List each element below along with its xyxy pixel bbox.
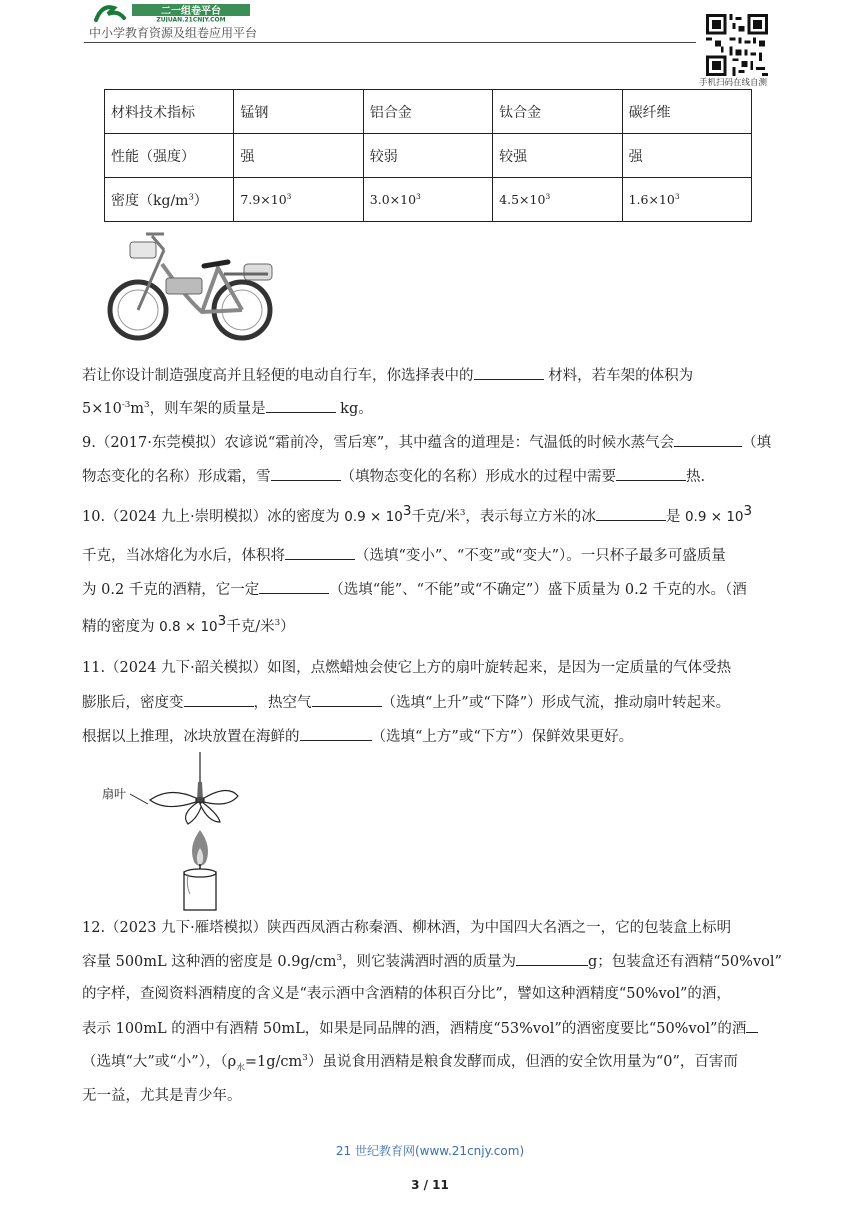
table-cell: $1.6\times 10^3$ bbox=[622, 178, 751, 222]
question-11-line-3: 根据以上推理，冰块放置在海鲜的 （选填“上方”或“下方”）保鲜效果更好。 bbox=[82, 726, 633, 747]
question-9-line-1: 9.（2017·东莞模拟）农谚说“霜前冷，雪后寒”，其中蕴含的道理是：气温低的时候水蒸气会 （填 bbox=[82, 432, 771, 453]
table-cell: $4.5\times 10^3$ bbox=[493, 178, 622, 222]
header-tagline: 中小学教育资源及组卷应用平台 bbox=[89, 26, 258, 40]
table-row bbox=[105, 178, 752, 222]
table-cell: 密度$(kg/m^3)$ bbox=[105, 178, 234, 222]
question-11-line-1: 11.（2024 九下·韶关模拟）如图，点燃蜡烛会使它上方的扇叶旋转起来，是因为一定质量的气体受热 bbox=[82, 660, 732, 676]
materials-table bbox=[104, 89, 752, 222]
site-logo bbox=[88, 0, 266, 22]
answer-blank[interactable] bbox=[259, 579, 329, 594]
question-10-line-1: 10.（2024 九上·崇明模拟）冰的密度为 $0.9 \times 10^3$千克/米$^3$，表示每立方米的冰 是 $0.9 \times 10^3$ bbox=[82, 503, 753, 525]
answer-blank[interactable] bbox=[266, 398, 336, 413]
question-10-line-3: 为 0.2 千克的酒精，它一定 （选填“能”、“不能”或“不确定”）盛下质量为 0.2 千克的水。（酒 bbox=[82, 579, 747, 600]
table-cell: 较强 bbox=[493, 134, 622, 178]
qr-code-icon[interactable] bbox=[706, 14, 768, 76]
question-12-line-4: 表示 100mL 的酒中有酒精 50mL，如果是同品牌的酒，酒精度“53%vol”的酒密度要比“50%vol”的酒 bbox=[82, 1018, 758, 1039]
question-10-line-2: 千克，当冰熔化为水后，体积将 （选填“变小”、“不变”或“变大”）。一只杯子最多可盛质量 bbox=[82, 545, 726, 566]
table-cell: $7.9\times 10^3$ bbox=[234, 178, 363, 222]
question-8-line-1: 若让你设计制造强度高并且轻便的电动自行车，你选择表中的 材料，若车架的体积为 bbox=[82, 365, 693, 386]
fan-candle-figure bbox=[100, 752, 240, 912]
question-8-line-2: $5\times 10^{-3}m^3$，则车架的质量是 kg。 bbox=[82, 398, 373, 419]
answer-blank[interactable] bbox=[616, 466, 686, 481]
logo-url-text: ZUJUAN.21CNJY.COM bbox=[156, 16, 226, 22]
table-cell: 性能（强度） bbox=[105, 134, 234, 178]
question-12-line-5: （选填“大”或“小”），$(\rho_水=1g/cm^3)$虽说食用酒精是粮食发酵而成，但酒的安全饮用量为“0”，百害而 bbox=[82, 1053, 738, 1073]
question-11-line-2: 膨胀后，密度变 ，热空气 （选填“上升”或“下降”）形成气流，推动扇叶转起来。 bbox=[82, 692, 730, 713]
answer-blank[interactable] bbox=[746, 1018, 758, 1033]
table-cell: 锰钢 bbox=[234, 90, 363, 134]
qr-caption: 手机扫码在线自测 bbox=[699, 78, 768, 88]
question-12-line-2: 容量 500mL 这种酒的密度是 $0.9g/cm^3$，则它装满酒时酒的质量为 g；包装盒还有酒精“50%vol” bbox=[82, 951, 782, 972]
page-number: 3 / 11 bbox=[411, 1178, 449, 1192]
answer-blank[interactable] bbox=[285, 545, 355, 560]
table-cell: 强 bbox=[234, 134, 363, 178]
table-cell: 钛合金 bbox=[493, 90, 622, 134]
table-cell: 较弱 bbox=[363, 134, 492, 178]
table-row bbox=[105, 134, 752, 178]
table-cell: $3.0\times 10^3$ bbox=[363, 178, 492, 222]
question-12-line-1: 12.（2023 九下·雁塔模拟）陕西西凤酒古称秦酒、柳林酒，为中国四大名酒之一，它的包装盒上标明 bbox=[82, 920, 732, 936]
answer-blank[interactable] bbox=[312, 692, 382, 707]
answer-blank[interactable] bbox=[516, 951, 588, 966]
question-12-line-3: 的字样，查阅资料酒精度的含义是“表示酒中含酒精的体积百分比”，譬如这种酒精度“50%vol”的酒， bbox=[82, 986, 731, 1002]
table-cell: 材料技术指标 bbox=[105, 90, 234, 134]
answer-blank[interactable] bbox=[674, 432, 742, 447]
footer-site-link[interactable]: 21 世纪教育网(www.21cnjy.com) bbox=[335, 1144, 525, 1158]
question-9-line-2: 物态变化的名称）形成霜，雪 （填物态变化的名称）形成水的过程中需要 热. bbox=[82, 466, 705, 487]
electric-bike-image bbox=[106, 228, 276, 344]
answer-blank[interactable] bbox=[474, 365, 544, 380]
answer-blank[interactable] bbox=[596, 506, 666, 521]
question-12-line-6: 无一益，尤其是青少年。 bbox=[82, 1088, 242, 1104]
answer-blank[interactable] bbox=[271, 466, 341, 481]
header-divider bbox=[84, 42, 696, 43]
fan-label: 扇叶 bbox=[102, 787, 127, 801]
table-cell: 碳纤维 bbox=[622, 90, 751, 134]
table-cell: 强 bbox=[622, 134, 751, 178]
question-10-line-4: 精的密度为 $0.8 \times 10^3$千克/米$^3$） bbox=[82, 613, 295, 635]
logo-text: 二一组卷平台 bbox=[161, 6, 221, 17]
table-row bbox=[105, 90, 752, 134]
answer-blank[interactable] bbox=[300, 726, 372, 741]
answer-blank[interactable] bbox=[184, 692, 254, 707]
table-cell: 铝合金 bbox=[363, 90, 492, 134]
